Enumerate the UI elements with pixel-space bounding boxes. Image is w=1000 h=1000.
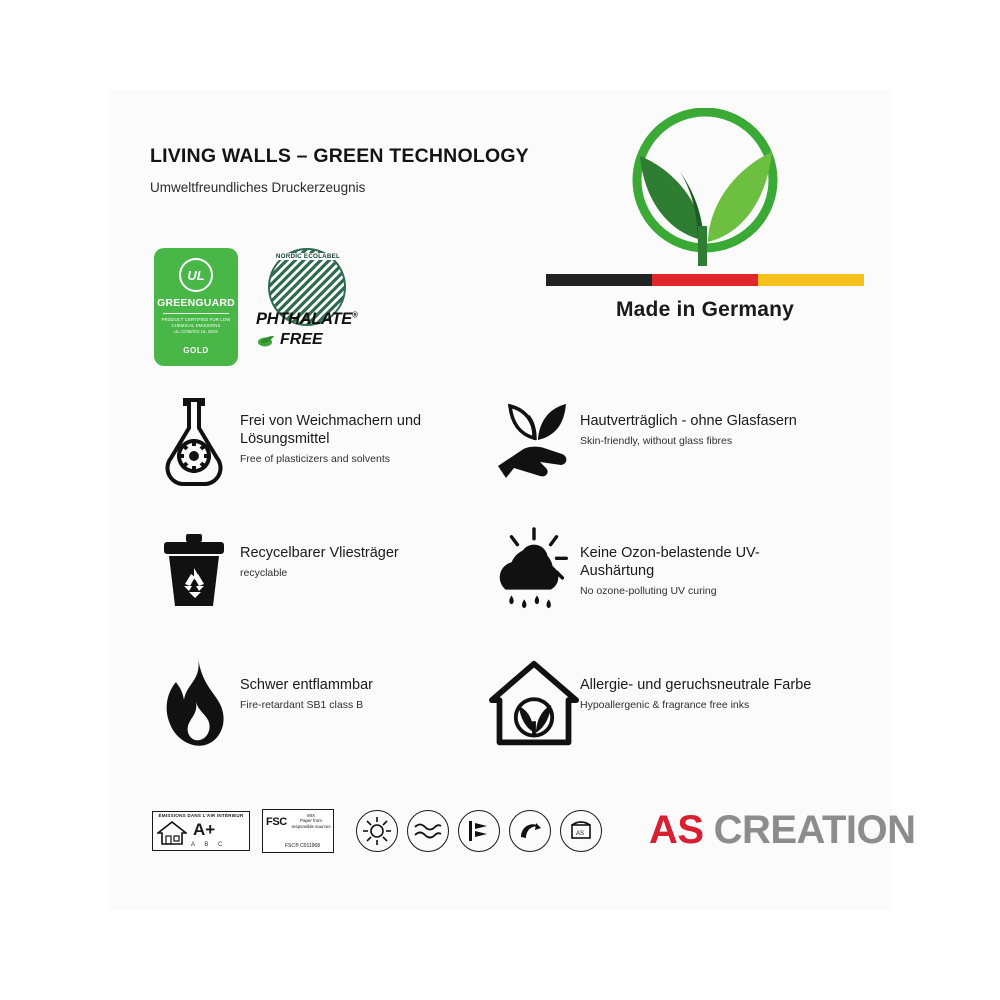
registered-mark: ® xyxy=(352,310,358,320)
greenguard-label: GREENGUARD xyxy=(157,297,235,309)
house-icon xyxy=(157,820,187,846)
greenguard-level: GOLD xyxy=(183,345,209,355)
feature-label-de: Frei von Weichmachern und Lösungsmittel xyxy=(240,413,422,448)
fsc-mix-line3: responsible sources xyxy=(291,824,331,830)
sun-cloud-rain-icon xyxy=(488,522,580,622)
brand-block xyxy=(540,108,870,322)
fsc-mix-text xyxy=(289,813,333,831)
flag-stripe-gold xyxy=(758,274,864,286)
strippable-icon xyxy=(509,810,551,852)
certification-badges xyxy=(154,248,360,370)
info-sheet xyxy=(108,90,916,910)
fsc-mark: FSC xyxy=(266,815,287,828)
fsc-code: FSC® C011968 xyxy=(285,842,320,849)
feature-label-en: recyclable xyxy=(240,567,288,580)
feature-item xyxy=(148,522,458,654)
symbol-icons xyxy=(356,810,611,852)
made-in-germany-label: Made in Germany xyxy=(615,298,795,321)
emission-scale: A B C xyxy=(191,841,227,848)
page-subtitle: Umweltfreundliches Druckerzeugnis xyxy=(150,180,366,195)
emission-label-box xyxy=(152,811,250,851)
as-creation-logo xyxy=(649,808,916,853)
nordic-ecolabel-text: NORDIC ECOLABEL xyxy=(275,253,341,260)
sun-rays-icon xyxy=(356,810,398,852)
feature-item xyxy=(488,390,818,522)
indoor-air-emission-label xyxy=(152,811,250,851)
as-creation-logo-creation: CREATION xyxy=(713,808,916,852)
flask-icon xyxy=(148,390,240,490)
page-title: LIVING WALLS – GREEN TECHNOLOGY xyxy=(150,145,529,167)
hand-sprout-icon xyxy=(488,390,580,490)
fsc-mix-line2: Paper from xyxy=(300,818,322,824)
feature-label-de: Recycelbarer Vliesträger xyxy=(240,545,399,561)
fsc-label-box xyxy=(262,809,334,853)
feature-label-en: Free of plasticizers and solvents xyxy=(240,453,390,466)
paste-wall-icon xyxy=(560,810,602,852)
greenguard-gold-badge xyxy=(154,248,238,366)
feature-label-de: Schwer entflammbar xyxy=(240,677,373,693)
feature-label-de: Keine Ozon-belastende UV-Aushärtung xyxy=(580,545,760,580)
phthalate-free-badge xyxy=(256,248,360,370)
flag-stripe-red xyxy=(652,274,758,286)
flag-stripe-black xyxy=(546,274,652,286)
greenguard-fine-print: PRODUCT CERTIFIED FOR LOW CHEMICAL EMISSIONS UL.COM/GG UL 2818 xyxy=(161,317,231,335)
feature-label-en: Fire-retardant SB1 class B xyxy=(240,699,364,712)
feature-item xyxy=(488,522,818,654)
feature-text xyxy=(240,654,373,711)
feature-text xyxy=(240,522,399,579)
feature-text xyxy=(580,390,797,447)
feature-text xyxy=(580,654,811,711)
flame-icon xyxy=(148,654,240,754)
small-leaf-icon xyxy=(258,334,278,348)
feature-text xyxy=(240,390,458,465)
feature-label-de: Allergie- und geruchsneutrale Farbe xyxy=(580,677,812,693)
house-leaf-icon xyxy=(488,654,580,754)
as-creation-logo-as: AS xyxy=(649,808,704,852)
footer xyxy=(152,808,916,853)
german-flag xyxy=(546,274,864,286)
feature-label-de: Hautverträglich - ohne Glasfasern xyxy=(580,413,797,429)
waves-icon xyxy=(407,810,449,852)
feature-text xyxy=(580,522,818,597)
fsc-label xyxy=(262,809,334,853)
feature-label-en: No ozone-polluting UV curing xyxy=(580,585,717,598)
phthalate-word-text: PHTHALATE xyxy=(256,310,352,328)
feature-item xyxy=(488,654,818,786)
feature-label-en: Skin-friendly, without glass fibres xyxy=(580,435,733,448)
feature-item xyxy=(148,390,458,522)
svg-text:AS: AS xyxy=(576,830,585,837)
recycle-bin-icon xyxy=(148,522,240,622)
emission-grade: A+ xyxy=(193,819,216,839)
feature-item xyxy=(148,654,458,786)
feature-grid xyxy=(148,390,888,786)
scrub-brush-icon xyxy=(458,810,500,852)
green-leaf-logo xyxy=(610,108,800,268)
phthalate-word xyxy=(256,310,358,329)
header xyxy=(150,145,570,195)
emission-title: ÉMISSIONS DANS L'AIR INTÉRIEUR xyxy=(158,812,244,818)
ul-mark-icon: UL xyxy=(179,258,213,292)
divider xyxy=(163,313,229,314)
phthalate-free-word: FREE xyxy=(280,331,323,348)
feature-label-en: Hypoallergenic & fragrance free inks xyxy=(580,699,750,712)
fsc-mix-line1: MIX xyxy=(307,812,315,818)
